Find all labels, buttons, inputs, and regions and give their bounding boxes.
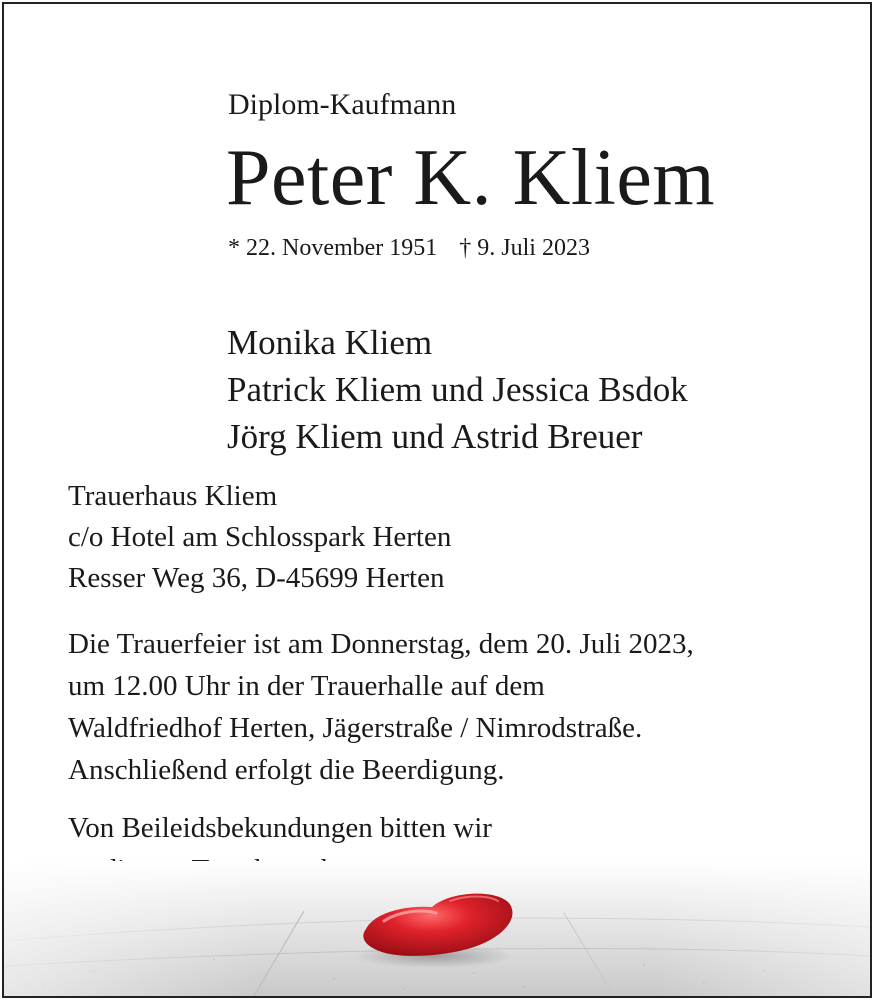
family-member: Jörg Kliem und Astrid Breuer xyxy=(227,417,643,456)
address-line: Trauerhaus Kliem xyxy=(68,480,278,512)
ceremony-line: Anschließend erfolgt die Beerdigung. xyxy=(68,754,505,786)
academic-title: Diplom-Kaufmann xyxy=(228,88,457,121)
family-member: Patrick Kliem und Jessica Bsdok xyxy=(227,370,688,409)
ceremony-line: Die Trauerfeier ist am Donnerstag, dem 20. Juli 2023, xyxy=(68,628,694,660)
address-line: Resser Weg 36, D-45699 Herten xyxy=(68,562,445,594)
ceremony-line: um 12.00 Uhr in der Trauerhalle auf dem xyxy=(68,670,545,702)
death-date: † 9. Juli 2023 xyxy=(459,235,590,261)
life-dates xyxy=(228,233,590,263)
family-member: Monika Kliem xyxy=(227,323,433,362)
deceased-name: Peter K. Kliem xyxy=(226,134,716,222)
condolence-line: Von Beileidsbekundungen bitten wir xyxy=(68,812,492,844)
address-line: c/o Hotel am Schlosspark Herten xyxy=(68,521,452,553)
funeral-ceremony-info xyxy=(68,623,694,791)
obituary-notice xyxy=(2,2,872,998)
mourning-address xyxy=(68,476,451,599)
birth-date: * 22. November 1951 xyxy=(228,235,438,261)
red-heart-stone-image xyxy=(4,861,870,996)
ceremony-line: Waldfriedhof Herten, Jägerstraße / Nimrodstraße. xyxy=(68,712,643,744)
bereaved-family xyxy=(227,319,688,460)
